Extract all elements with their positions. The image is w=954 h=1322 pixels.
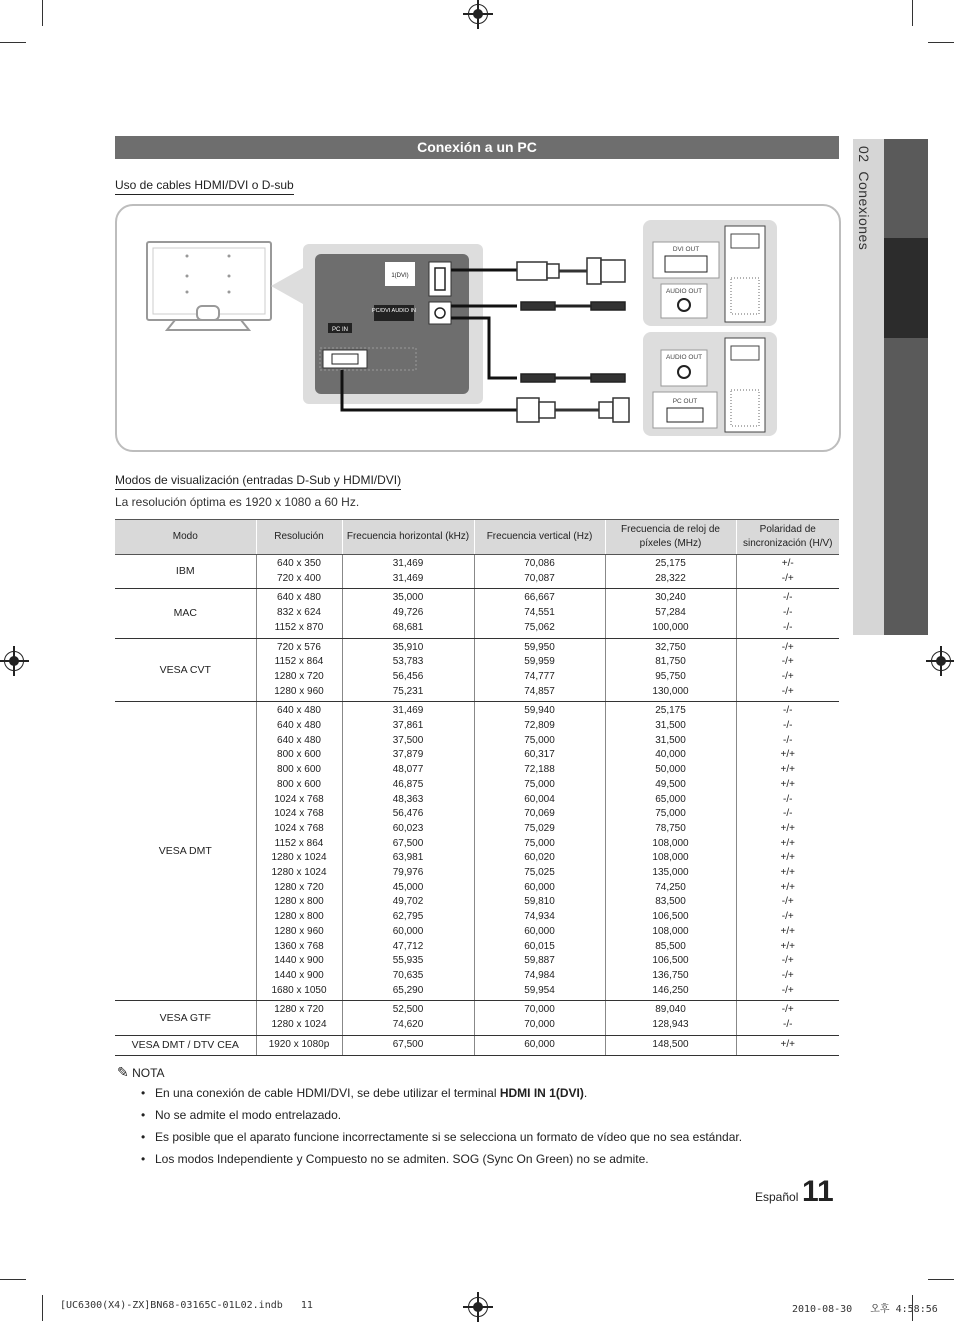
v-value: 70,000 (524, 1019, 555, 1031)
mode-cell: MAC (115, 589, 256, 638)
res-value: 1024 x 768 (274, 808, 324, 820)
side-tab-dark (884, 139, 928, 635)
h-value: 75,231 (392, 685, 424, 697)
pol-value: -/+ (781, 984, 794, 996)
clk-value: 130,000 (652, 685, 689, 697)
pol-value: -/- (783, 793, 793, 805)
pol-value: +/+ (780, 1038, 795, 1050)
registration-mark-icon (468, 1297, 488, 1317)
h-value: 55,935 (392, 955, 424, 967)
pol-value: +/+ (780, 837, 795, 849)
res-value: 640 x 480 (277, 720, 321, 732)
v-value: 74,984 (524, 969, 555, 981)
clk-value: 108,000 (652, 925, 689, 937)
clk-value: 81,750 (655, 656, 686, 668)
column-header: Frecuencia de reloj de píxeles (MHz) (605, 520, 736, 555)
pol-value: +/+ (780, 940, 795, 952)
clk-value: 146,250 (652, 984, 689, 996)
clk-cell (605, 589, 736, 638)
chapter-number: 02 (856, 146, 872, 163)
table-row (115, 638, 839, 702)
v-cell (474, 589, 605, 638)
h-value: 63,981 (392, 852, 424, 864)
res-value: 1440 x 900 (274, 955, 324, 967)
v-value: 60,000 (524, 1038, 555, 1050)
port-audio-label: PC/DVI AUDIO IN (371, 308, 417, 314)
v-value: 60,020 (524, 852, 555, 864)
mode-cell: VESA DMT / DTV CEA (115, 1035, 256, 1055)
h-value: 74,620 (392, 1019, 424, 1031)
pc-dsub-panel (643, 332, 777, 436)
v-value: 59,950 (524, 641, 555, 653)
res-cell (256, 702, 342, 1001)
v-value: 74,551 (524, 607, 555, 619)
pol-value: +/+ (780, 925, 795, 937)
res-value: 1280 x 720 (274, 881, 324, 893)
res-value: 640 x 350 (277, 558, 321, 569)
res-value: 1360 x 768 (274, 940, 324, 952)
v-value: 74,934 (524, 911, 555, 923)
subsection-title-cables: Uso de cables HDMI/DVI o D-sub (115, 178, 294, 195)
h-cell (342, 702, 474, 1001)
column-header: Resolución (256, 520, 342, 555)
v-value: 70,069 (524, 808, 555, 820)
pol-cell (736, 589, 839, 638)
clk-value: 25,175 (655, 705, 686, 717)
res-value: 1280 x 960 (274, 925, 324, 937)
h-value: 65,290 (392, 984, 424, 996)
clk-value: 65,000 (655, 793, 686, 805)
clk-value: 40,000 (655, 749, 686, 761)
res-value: 1152 x 864 (274, 656, 324, 668)
clk-value: 74,250 (655, 881, 686, 893)
pencil-icon: ✎ (117, 1064, 129, 1080)
h-value: 47,712 (392, 940, 424, 952)
res-value: 1680 x 1050 (271, 984, 327, 996)
clk-value: 50,000 (655, 764, 686, 776)
pol-value: -/+ (781, 641, 794, 653)
v-value: 75,029 (524, 822, 555, 834)
clk-value: 85,500 (655, 940, 686, 952)
optimal-resolution-text: La resolución óptima es 1920 x 1080 a 60 Hz. (115, 495, 360, 509)
res-value: 1280 x 1024 (271, 852, 327, 864)
crop-mark (42, 1295, 43, 1321)
h-cell (342, 555, 474, 589)
res-value: 1024 x 768 (274, 822, 324, 834)
pol-value: +/+ (780, 778, 795, 790)
tv-back-panel (315, 254, 469, 394)
registration-mark-icon (468, 4, 488, 24)
v-value: 70,087 (524, 572, 555, 584)
v-value: 72,188 (524, 764, 555, 776)
pc-dvi-panel (643, 220, 777, 326)
pol-cell (736, 638, 839, 702)
display-modes-table (115, 519, 839, 1056)
h-value: 31,469 (392, 572, 424, 584)
connection-diagram-svg (117, 206, 839, 450)
note-text: . (583, 1086, 588, 1100)
h-value: 62,795 (392, 911, 424, 923)
crop-mark (0, 1279, 26, 1280)
v-value: 60,015 (524, 940, 555, 952)
h-value: 52,500 (392, 1004, 424, 1016)
note-item: • No se admite el modo entrelazado. (155, 1108, 341, 1122)
registration-mark-icon (4, 651, 24, 671)
h-value: 31,469 (392, 558, 424, 569)
clk-value: 31,500 (655, 734, 686, 746)
crop-mark (928, 1279, 954, 1280)
note-item (155, 1086, 587, 1100)
h-value: 45,000 (392, 881, 424, 893)
pol-value: -/- (783, 1019, 793, 1031)
res-cell (256, 638, 342, 702)
registration-mark-icon (931, 651, 951, 671)
table-row (115, 589, 839, 638)
h-value: 67,500 (392, 1038, 424, 1050)
clk-value: 100,000 (652, 621, 689, 633)
crop-mark (912, 0, 913, 26)
note-text: En una conexión de cable HDMI/DVI, se debe utilizar el terminal (155, 1086, 500, 1100)
pol-value: -/- (783, 808, 793, 820)
pc2-pc-out-label: PC OUT (672, 398, 698, 405)
clk-value: 89,040 (655, 1004, 686, 1016)
h-value: 68,681 (392, 621, 424, 633)
h-value: 70,635 (392, 969, 424, 981)
v-value: 60,317 (524, 749, 555, 761)
h-value: 37,500 (392, 734, 424, 746)
pol-value: -/+ (781, 572, 794, 584)
h-value: 56,476 (392, 808, 424, 820)
v-cell (474, 638, 605, 702)
port-hdmi-label: 1(DVI) (391, 273, 409, 279)
audio-cable-icon (521, 302, 625, 382)
print-file-info: [UC6300(X4)-ZX]BN68-03165C-01L02.indb 11 (60, 1300, 313, 1311)
clk-cell (605, 702, 736, 1001)
pol-value: -/+ (781, 896, 794, 908)
pol-value: -/+ (781, 911, 794, 923)
res-value: 1280 x 1024 (271, 867, 327, 879)
res-value: 832 x 624 (277, 607, 321, 619)
pol-value: -/- (783, 734, 793, 746)
note-item: • Los modos Independiente y Compuesto no se admiten. SOG (Sync On Green) no se admite. (155, 1152, 649, 1166)
v-value: 59,954 (524, 984, 555, 996)
subsection-title-modes: Modos de visualización (entradas D-Sub y HDMI/DVI) (115, 473, 401, 490)
mode-cell: IBM (115, 555, 256, 589)
clk-value: 108,000 (652, 837, 689, 849)
pol-value: +/+ (780, 764, 795, 776)
print-date: 2010-08-30 오후 4:58:56 (792, 1304, 938, 1315)
tv-icon (147, 242, 271, 330)
mode-cell: VESA CVT (115, 638, 256, 702)
h-cell (342, 589, 474, 638)
pol-cell (736, 555, 839, 589)
v-value: 59,887 (524, 955, 555, 967)
v-value: 59,940 (524, 705, 555, 717)
pol-value: +/- (781, 558, 794, 569)
clk-cell (605, 1035, 736, 1055)
clk-value: 135,000 (652, 867, 689, 879)
h-value: 48,363 (392, 793, 424, 805)
mode-cell: VESA GTF (115, 1001, 256, 1035)
v-value: 66,667 (524, 592, 555, 604)
h-value: 60,023 (392, 822, 424, 834)
res-value: 1152 x 870 (274, 621, 324, 633)
column-header: Frecuencia vertical (Hz) (474, 520, 605, 555)
mode-cell: VESA DMT (115, 702, 256, 1001)
res-value: 1280 x 720 (274, 1004, 324, 1016)
res-value: 1920 x 1080p (268, 1038, 330, 1050)
table-row (115, 555, 839, 589)
v-value: 59,959 (524, 656, 555, 668)
res-value: 640 x 480 (277, 705, 321, 717)
v-value: 74,857 (524, 685, 555, 697)
h-value: 49,726 (392, 607, 424, 619)
pol-value: +/+ (780, 867, 795, 879)
hdmi-dvi-cable-icon (517, 258, 625, 284)
pol-cell (736, 1001, 839, 1035)
h-cell (342, 638, 474, 702)
clk-value: 106,500 (652, 955, 689, 967)
clk-cell (605, 1001, 736, 1035)
clk-cell (605, 555, 736, 589)
h-value: 56,456 (392, 670, 424, 682)
h-value: 37,861 (392, 720, 424, 732)
table-header-row (115, 520, 839, 555)
v-cell (474, 555, 605, 589)
pol-value: -/- (783, 607, 793, 619)
v-value: 72,809 (524, 720, 555, 732)
res-value: 720 x 576 (277, 641, 321, 653)
res-value: 1280 x 1024 (271, 1019, 327, 1031)
v-value: 60,000 (524, 881, 555, 893)
v-value: 75,000 (524, 837, 555, 849)
pol-value: -/+ (781, 955, 794, 967)
side-tab-active (884, 238, 928, 338)
v-value: 70,086 (524, 558, 555, 569)
pol-value: +/+ (780, 881, 795, 893)
clk-value: 32,750 (655, 641, 686, 653)
clk-value: 108,000 (652, 852, 689, 864)
v-value: 75,025 (524, 867, 555, 879)
res-value: 800 x 600 (277, 778, 321, 790)
column-header: Frecuencia horizontal (kHz) (342, 520, 474, 555)
res-value: 1280 x 800 (274, 896, 324, 908)
clk-value: 148,500 (652, 1038, 689, 1050)
note-item: • Es posible que el aparato funcione incorrectamente si se selecciona un formato de vídeo que no sea estándar. (155, 1130, 742, 1144)
v-value: 74,777 (524, 670, 555, 682)
h-cell (342, 1035, 474, 1055)
crop-mark (928, 42, 954, 43)
h-value: 31,469 (392, 705, 424, 717)
pc2-audio-out-label: AUDIO OUT (665, 354, 703, 361)
res-value: 1280 x 720 (274, 670, 324, 682)
v-value: 75,062 (524, 621, 555, 633)
connection-diagram (115, 204, 841, 452)
pol-value: +/+ (780, 749, 795, 761)
res-value: 1440 x 900 (274, 969, 324, 981)
res-value: 1280 x 960 (274, 685, 324, 697)
pol-value: +/+ (780, 852, 795, 864)
pol-value: -/- (783, 705, 793, 717)
h-value: 37,879 (392, 749, 424, 761)
pol-value: -/- (783, 621, 793, 633)
terminal-name: HDMI IN 1(DVI) (499, 1086, 584, 1100)
v-value: 75,000 (524, 734, 555, 746)
pol-value: -/+ (781, 670, 794, 682)
pol-cell (736, 1035, 839, 1055)
table-row (115, 702, 839, 1001)
v-cell (474, 1001, 605, 1035)
clk-value: 83,500 (655, 896, 686, 908)
res-value: 1152 x 864 (274, 837, 324, 849)
clk-value: 128,943 (652, 1019, 689, 1031)
v-value: 70,000 (524, 1004, 555, 1016)
clk-value: 57,284 (655, 607, 686, 619)
pol-value: -/+ (781, 969, 794, 981)
language-label: Español (755, 1190, 799, 1204)
clk-value: 136,750 (652, 969, 689, 981)
pol-value: -/- (783, 592, 793, 604)
v-value: 60,004 (524, 793, 555, 805)
note-heading (117, 1064, 165, 1081)
v-cell (474, 1035, 605, 1055)
page-number: 11 (802, 1175, 834, 1208)
pol-value: -/+ (781, 1004, 794, 1016)
crop-mark (42, 0, 43, 26)
table-row (115, 1035, 839, 1055)
res-value: 640 x 480 (277, 592, 321, 604)
pc1-dvi-out-label: DVI OUT (672, 246, 700, 253)
crop-mark (0, 42, 26, 43)
h-value: 79,976 (392, 867, 424, 879)
h-value: 49,702 (392, 896, 424, 908)
res-value: 800 x 600 (277, 764, 321, 776)
pol-value: -/- (783, 720, 793, 732)
h-value: 46,875 (392, 778, 424, 790)
clk-value: 30,240 (655, 592, 686, 604)
res-cell (256, 555, 342, 589)
port-pc-label: PC IN (331, 327, 349, 333)
h-value: 53,783 (392, 656, 424, 668)
section-header: Conexión a un PC (115, 136, 839, 159)
clk-value: 49,500 (655, 778, 686, 790)
res-value: 640 x 480 (277, 734, 321, 746)
res-cell (256, 1001, 342, 1035)
pol-cell (736, 702, 839, 1001)
column-header: Polaridad de sincronización (H/V) (736, 520, 839, 555)
pol-value: -/+ (781, 685, 794, 697)
clk-value: 78,750 (655, 822, 686, 834)
res-value: 720 x 400 (277, 572, 321, 584)
side-tab-label (856, 146, 872, 250)
clk-cell (605, 638, 736, 702)
v-value: 59,810 (524, 896, 555, 908)
clk-value: 75,000 (655, 808, 686, 820)
chapter-title: Conexiones (856, 171, 872, 251)
clk-value: 28,322 (655, 572, 686, 584)
pol-value: -/+ (781, 656, 794, 668)
res-cell (256, 1035, 342, 1055)
h-value: 35,910 (392, 641, 424, 653)
h-cell (342, 1001, 474, 1035)
column-header: Modo (115, 520, 256, 555)
table-row (115, 1001, 839, 1035)
pc1-audio-out-label: AUDIO OUT (665, 288, 703, 295)
clk-value: 106,500 (652, 911, 689, 923)
pol-value: +/+ (780, 822, 795, 834)
v-value: 60,000 (524, 925, 555, 937)
clk-value: 31,500 (655, 720, 686, 732)
h-value: 48,077 (392, 764, 424, 776)
res-value: 1024 x 768 (274, 793, 324, 805)
dsub-cable-icon (517, 398, 629, 422)
v-value: 75,000 (524, 778, 555, 790)
h-value: 67,500 (392, 837, 424, 849)
clk-value: 25,175 (655, 558, 686, 569)
note-title: NOTA (132, 1066, 165, 1080)
v-cell (474, 702, 605, 1001)
h-value: 35,000 (392, 592, 424, 604)
res-value: 1280 x 800 (274, 911, 324, 923)
clk-value: 95,750 (655, 670, 686, 682)
res-value: 800 x 600 (277, 749, 321, 761)
h-value: 60,000 (392, 925, 424, 937)
table-body (115, 555, 839, 1056)
res-cell (256, 589, 342, 638)
